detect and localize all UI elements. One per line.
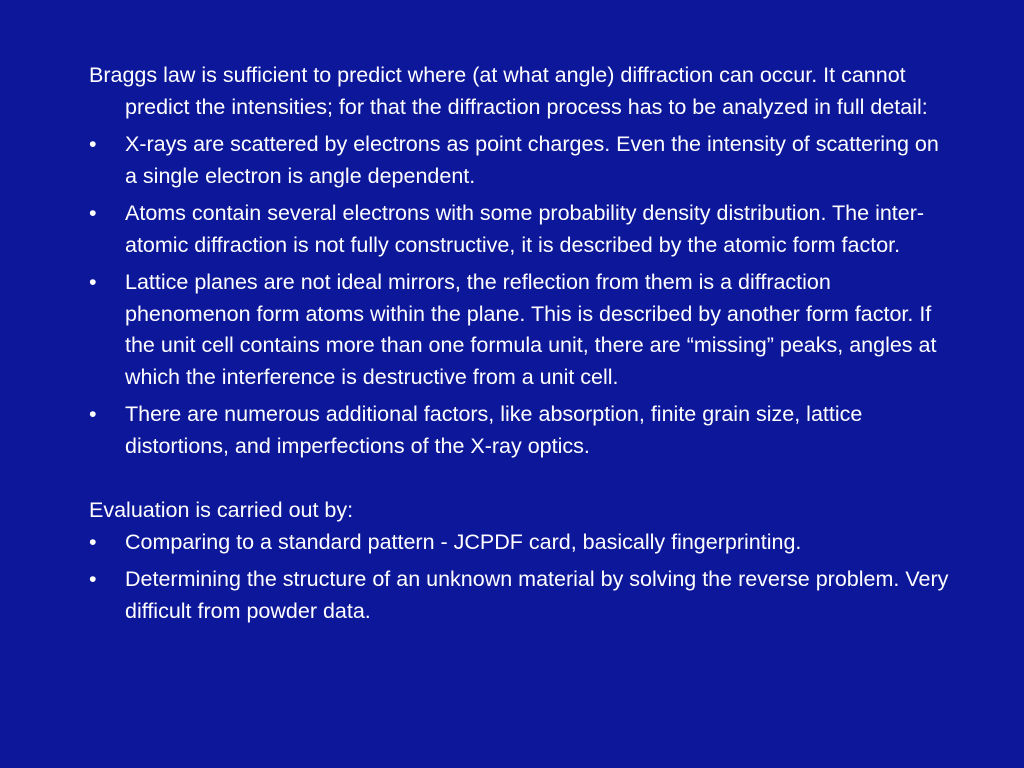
bullet-text: Comparing to a standard pattern - JCPDF card, basically fingerprinting. [125, 529, 802, 554]
evaluation-heading: Evaluation is carried out by: [89, 498, 354, 522]
bullet-icon: • [89, 201, 97, 225]
bullet-icon: • [89, 567, 97, 591]
bullet-icon: • [89, 402, 97, 426]
bullet-text: Atoms contain several electrons with some probability density distribution. The inter-atomic diffraction is not fully constructive, it is described by the atomic form factor. [125, 201, 925, 257]
bullet-text: X-rays are scattered by electrons as point charges. Even the intensity of scattering on a single electron is angle dependent. [125, 132, 939, 188]
bullet-item-lattice-planes [89, 267, 954, 393]
bullet-icon: • [89, 529, 97, 554]
evaluation-section [89, 495, 954, 627]
intro-paragraph: Braggs law is sufficient to predict where (at what angle) diffraction can occur. It cannot predict the intensities; for that the diffraction process has to be analyzed in full detail: [89, 63, 928, 119]
bullet-item-atomic-form-factor [89, 198, 954, 261]
bullet-item-comparing [89, 527, 954, 559]
bullet-icon: • [89, 270, 97, 294]
bullet-icon: • [89, 132, 97, 156]
bullet-item-additional-factors [89, 399, 954, 462]
bullet-text: There are numerous additional factors, like absorption, finite grain size, lattice distortions, and imperfections of the X-ray optics. [125, 402, 863, 458]
bullet-item-determining [89, 564, 954, 627]
bullet-list [89, 129, 954, 462]
bullet-item-scattering [89, 129, 954, 192]
bullet-text: Determining the structure of an unknown material by solving the reverse problem. Very difficult from powder data. [125, 567, 949, 623]
bullet-text: Lattice planes are not ideal mirrors, the reflection from them is a diffraction phenomenon form atoms within the plane. This is described by another form factor. If the unit cell contains more than one formula unit, there are “missing” peaks, angles at which the interference is destructive from a unit cell. [125, 270, 937, 389]
evaluation-bullet-list [89, 527, 954, 628]
